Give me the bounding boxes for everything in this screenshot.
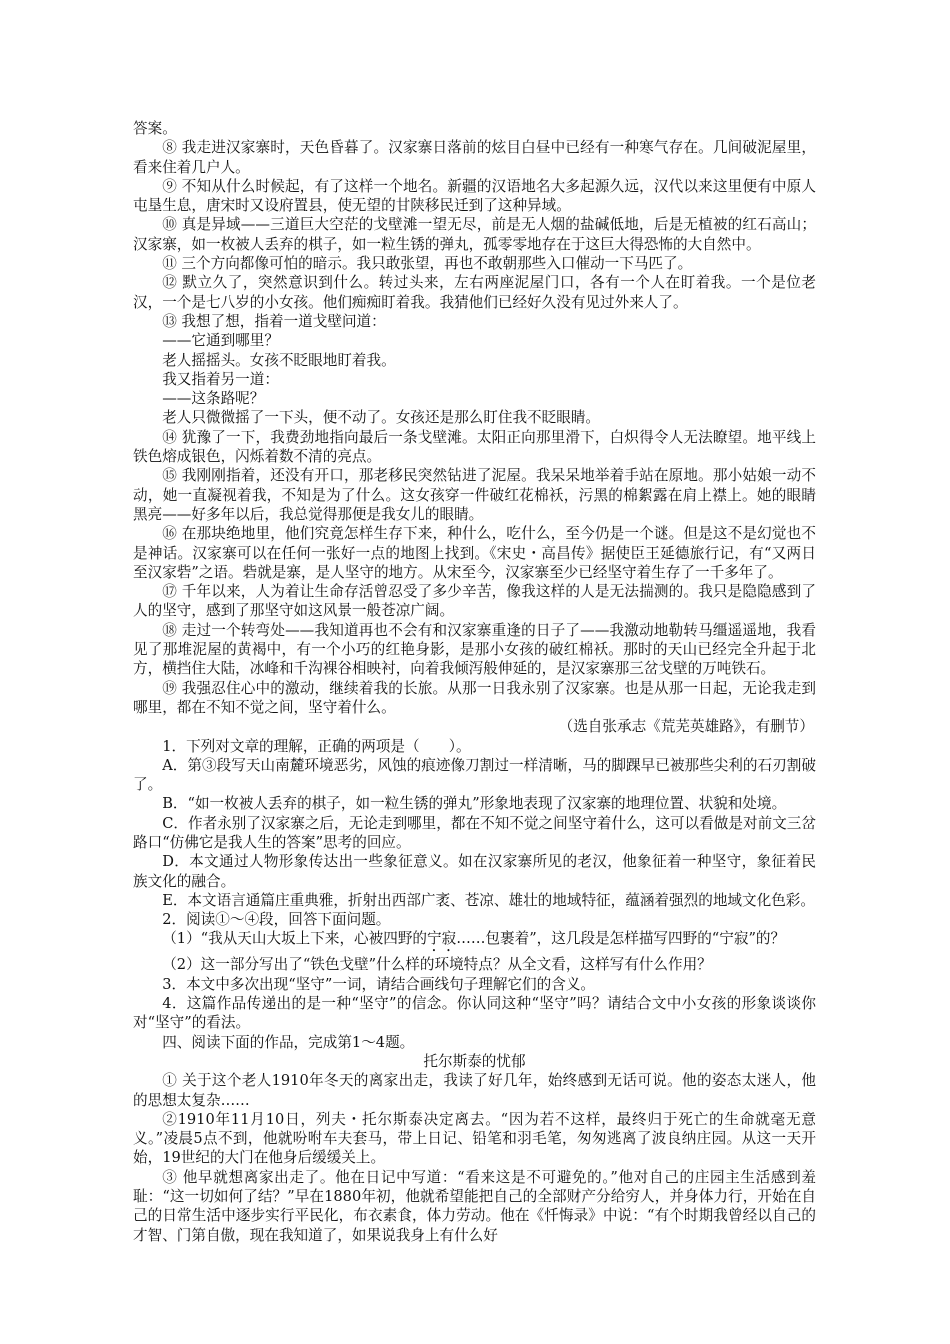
paragraph-text: ……包裹着”，这几段是怎样描写四野的“宁寂”的？ [456,930,786,948]
paragraph-text: （1）“我从天山大坂上下来，心被四野的 [162,930,428,948]
paragraph: ⑫ 默立久了，突然意识到什么。转过头来，左右两座泥屋门口，各有一个人在盯着我。一个是位老汉，一个是七八岁的小女孩。他们痴痴盯着我。我猜他们已经好久没有见过外来人了。 [133,274,816,311]
paragraph: 1．下列对文章的理解，正确的两项是（ ）。 [162,737,471,755]
paragraph: 老人摇摇头。女孩不眨眼地盯着我。 [162,351,396,369]
paragraph [133,929,816,955]
paragraph: ⑨ 不知从什么时候起，有了这样一个地名。新疆的汉语地名大多起源久远，汉代以来这里便有中原人屯垦生息，唐宋时又设府置县，使无望的甘陕移民迁到了这种异域。 [133,177,816,215]
paragraph: 我又指着另一道： [162,370,279,388]
paragraph: C．作者永别了汉家寨之后，无论走到哪里，都在不知不觉之间坚守着什么，这可以看做是对前文三岔路口“仿佛它是我人生的答案”思考的回应。 [133,814,816,851]
paragraph: ⑰ 千年以来，人为着让生命存活曾忍受了多少辛苦，像我这样的人是无法揣测的。我只是隐隐感到了人的坚守，感到了那坚守如这风景一般苍凉广阔。 [133,583,816,620]
paragraph: 4．这篇作品传递出的是一种“坚守”的信念。你认同这种“坚守”吗？请结合文中小女孩的形象谈谈你对“坚守”的看法。 [133,995,816,1032]
paragraph: 答案。 [133,120,177,137]
paragraph: ⑬ 我想了想，指着一道戈壁问道： [162,312,386,330]
paragraph: 3．本文中多次出现“坚守”一词，请结合画线句子理解它们的含义。 [162,975,596,993]
paragraph: A．第③段写天山南麓环境恶劣，风蚀的痕迹像刀割过一样清晰，马的脚踝早已被那些尖利的石刃割破了。 [133,756,816,794]
paragraph: 2．阅读①～④段，回答下面问题。 [162,911,391,929]
paragraph: ②1910年11月10日，列夫・托尔斯泰决定离去。“因为若不这样，最终归于死亡的生命就毫无意义。”凌晨5点不到，他就吩咐车夫套马，带上日记、铅笔和羽毛笔，匆匆逃离了波良纳庄园。从这一天开始，19世纪的大门在他身后缓缓关上。 [133,1110,816,1167]
document-page [133,119,816,1245]
paragraph: ⑩ 真是异域——三道巨大空茫的戈壁滩一望无尽，前是无人烟的盐碱低地，后是无植被的红石高山；汉家寨，如一枚被人丢弃的棋子，如一粒生锈的弹丸，孤零零地存在于这巨大得恐怖的大自然中。 [133,216,816,253]
paragraph: （2）这一部分写出了“铁色戈壁”什么样的环境特点？从全文看，这样写有什么作用？ [162,956,712,974]
paragraph: ——它通到哪里？ [162,332,279,350]
paragraph: ③ 他早就想离家出走了。他在日记中写道：“看来这是不可避免的。”他对自己的庄园主生活感到羞耻：“这一切如何了结？”早在1880年初，他就希望能把自己的全部财产分给穷人，并身体力行，开始在自己的日常生活中逐步实行平民化，布衣素食，体力劳动。他在《忏悔录》中说：“有个时期我曾经以自己的才智、门第自傲，现在我知道了，如果说我身上有什么好 [133,1168,816,1244]
paragraph: ⑮ 我刚刚指着，还没有开口，那老移民突然钻进了泥屋。我呆呆地举着手站在原地。那小姑娘一动不动，她一直凝视着我，不知是为了什么。这女孩穿一件破红花棉袄，污黑的棉絮露在肩上襟上。她的眼睛黑亮——好多年以后，我总觉得那便是我女儿的眼睛。 [133,467,816,523]
paragraph: ⑲ 我强忍住心中的激动，继续着我的长旅。从那一日我永别了汉家寨。也是从那一日起，无论我走到哪里，都在不知不觉之间，坚守着什么。 [133,679,816,716]
paragraph: B．“如一枚被人丢弃的棋子，如一粒生锈的弹丸”形象地表现了汉家寨的地理位置、状貌和处境。 [162,795,787,813]
paragraph: ⑧ 我走进汉家寨时，天色昏暮了。汉家寨日落前的炫目白昼中已经有一种寒气存在。几间破泥屋里，看来住着几户人。 [133,139,816,176]
paragraph: E．本文语言通篇庄重典雅，折射出西部广袤、苍凉、雄壮的地域特征，蕴涵着强烈的地域文化色彩。 [162,891,815,909]
source-citation: （选自张承志《荒芜英雄路》，有删节） [558,718,814,736]
paragraph: ⑯ 在那块绝地里，他们究竟怎样生存下来，种什么，吃什么，至今仍是一个谜。但是这不是幻觉也不是神话。汉家寨可以在任何一张好一点的地图上找到。《宋史・高昌传》据使臣王延德旅行记，有“又两日至汉家砦”之语。砦就是寨，是人坚守的地方。从宋至今，汉家寨至少已经坚守着生存了一千多年了。 [133,525,816,581]
paragraph: ⑭ 犹豫了一下，我费劲地指向最后一条戈壁滩。太阳正向那里滑下，白炽得令人无法瞭望。地平线上铁色熔成银色，闪烁着数不清的亮点。 [133,428,816,466]
paragraph: ——这条路呢？ [162,390,265,408]
paragraph: ⑪ 三个方向都像可怕的暗示。我只敢张望，再也不敢朝那些入口催动一下马匹了。 [162,255,693,273]
emphasized-word: 宁寂 [427,930,457,948]
paragraph: 老人只微微摇了一下头，便不动了。女孩还是那么盯住我不眨眼睛。 [162,409,601,427]
paragraph: ① 关于这个老人1910年冬天的离家出走，我读了好几年，始终感到无话可说。他的姿态太迷人，他的思想太复杂…… [133,1072,816,1109]
paragraph: ⑱ 走过一个转弯处——我知道再也不会有和汉家寨重逢的日子了——我激动地勒转马缰遥遥地，我看见了那堆泥屋的黄褐中，有一个小巧的红艳身影，是那小女孩的破红棉袄。那时的天山已经完全升起于北方，横挡住大陆，冰峰和千沟裸谷相映衬，向着我倾泻般伸延的，是汉家寨那三岔戈壁的万吨铁石。 [133,621,816,678]
section-title: 托尔斯泰的忧郁 [423,1052,526,1070]
paragraph: 四、阅读下面的作品，完成第1～4题。 [162,1033,415,1051]
paragraph: D．本文通过人物形象传达出一些象征意义。如在汉家寨所见的老汉，他象征着一种坚守，象征着民族文化的融合。 [133,853,816,890]
